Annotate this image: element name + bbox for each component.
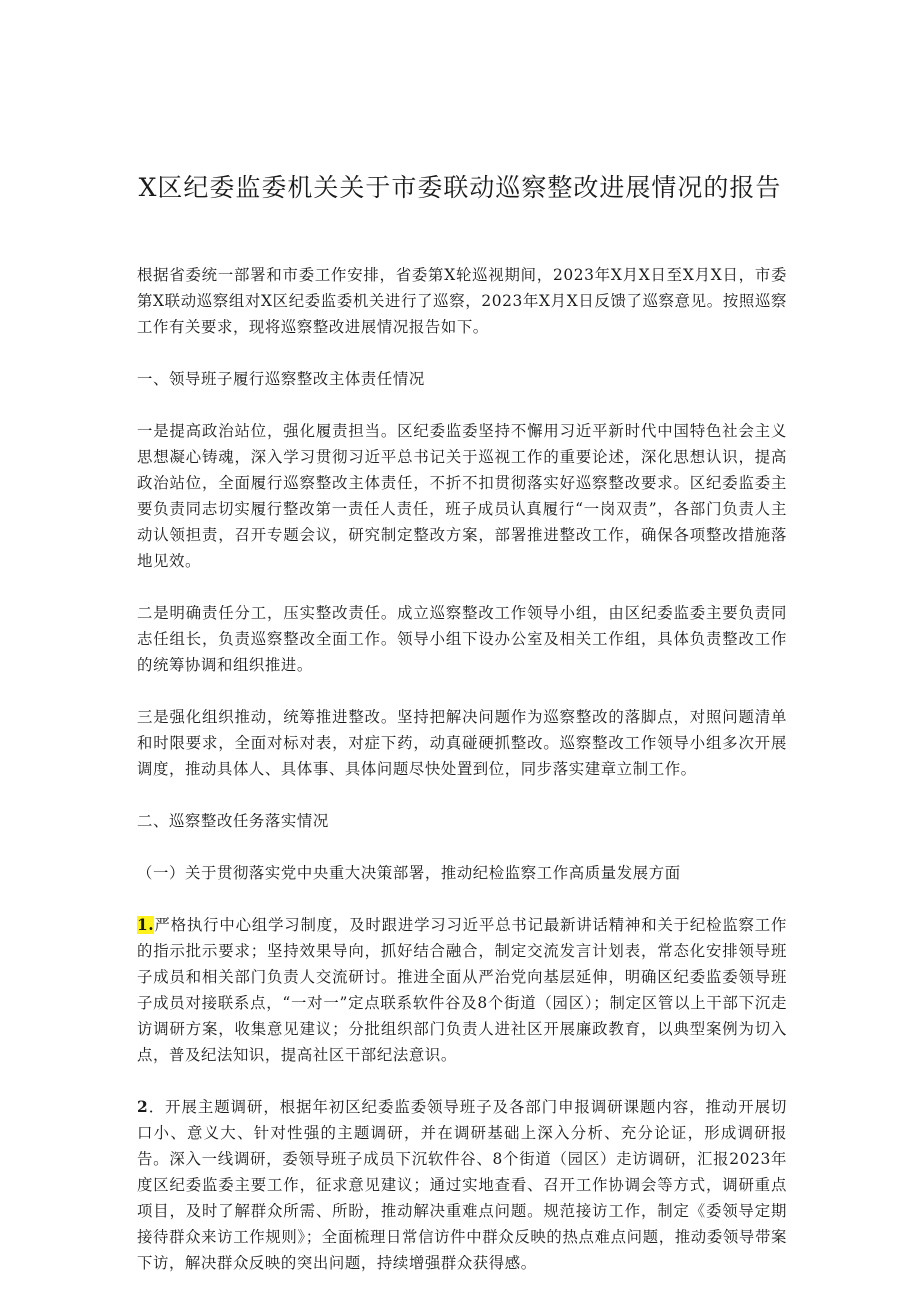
section-1-paragraph-1: 一是提高政治站位，强化履责担当。区纪委监委坚持不懈用习近平新时代中国特色社会主义思想凝心铸魂，深入学习贯彻习近平总书记关于巡视工作的重要论述，深化思想认识，提高政治站位，全面履行巡察整改主体责任，不折不扣贯彻落实好巡察整改要求。区纪委监委主要负责同志切实履行整改第一责任人责任，班子成员认真履行“一岗双责”，各部门负责人主动认领担责，召开专题会议，研究制定整改方案，部署推进整改工作，确保各项整改措施落地见效。 [137,422,787,570]
item-1-number: 1. [137,916,155,934]
section-1-heading: 一、领导班子履行巡察整改主体责任情况 [137,370,425,388]
section-2-heading: 二、巡察整改任务落实情况 [137,812,329,830]
item-2-paragraph [137,1094,787,1276]
document-title: X区纪委监委机关关于市委联动巡察整改进展情况的报告 [138,173,782,202]
section-2-subheading-1: （一）关于贯彻落实党中央重大决策部署，推动纪检监察工作高质量发展方面 [137,864,681,882]
intro-paragraph: 根据省委统一部署和市委工作安排，省委第X轮巡视期间，2023年X月X日至X月X日，市委第X联动巡察组对X区纪委监委机关进行了巡察，2023年X月X日反馈了巡察意见。按照巡察工作有关要求，现将巡察整改进展情况报告如下。 [137,266,787,336]
section-1-paragraph-3: 三是强化组织推动，统筹推进整改。坚持把解决问题作为巡察整改的落脚点，对照问题清单和时限要求，全面对标对表，对症下药，动真碰硬抓整改。巡察整改工作领导小组多次开展调度，推动具体人、具体事、具体问题尽快处置到位，同步落实建章立制工作。 [137,708,787,778]
item-2-text: ．开展主题调研，根据年初区纪委监委领导班子及各部门申报调研课题内容，推动开展切口小、意义大、针对性强的主题调研，并在调研基础上深入分析、充分论证，形成调研报告。深入一线调研，委领导班子成员下沉软件谷、8个街道（园区）走访调研，汇报2023年度区纪委监委主要工作，征求意见建议；通过实地查看、召开工作协调会等方式，调研重点项目，及时了解群众所需、所盼，推动解决重难点问题。规范接访工作，制定《委领导定期接待群众来访工作规则》；全面梳理日常信访件中群众反映的热点难点问题，推动委领导带案下访，解决群众反映的突出问题，持续增强群众获得感。 [137,1098,787,1272]
document-body [137,262,787,1276]
item-1-paragraph [137,912,787,1068]
section-1-paragraph-2: 二是明确责任分工，压实整改责任。成立巡察整改工作领导小组，由区纪委监委主要负责同志任组长，负责巡察整改全面工作。领导小组下设办公室及相关工作组，具体负责整改工作的统筹协调和组织推进。 [137,604,787,674]
item-2-number: 2 [137,1098,149,1116]
item-1-text: 严格执行中心组学习制度，及时跟进学习习近平总书记最新讲话精神和关于纪检监察工作的指示批示要求；坚持效果导向，抓好结合融合，制定交流发言计划表，常态化安排领导班子成员和相关部门负责人交流研讨。推进全面从严治党向基层延伸，明确区纪委监委领导班子成员对接联系点，“一对一”定点联系软件谷及8个街道（园区）；制定区管以上干部下沉走访调研方案，收集意见建议；分批组织部门负责人进社区开展廉政教育，以典型案例为切入点，普及纪法知识，提高社区干部纪法意识。 [137,916,787,1064]
